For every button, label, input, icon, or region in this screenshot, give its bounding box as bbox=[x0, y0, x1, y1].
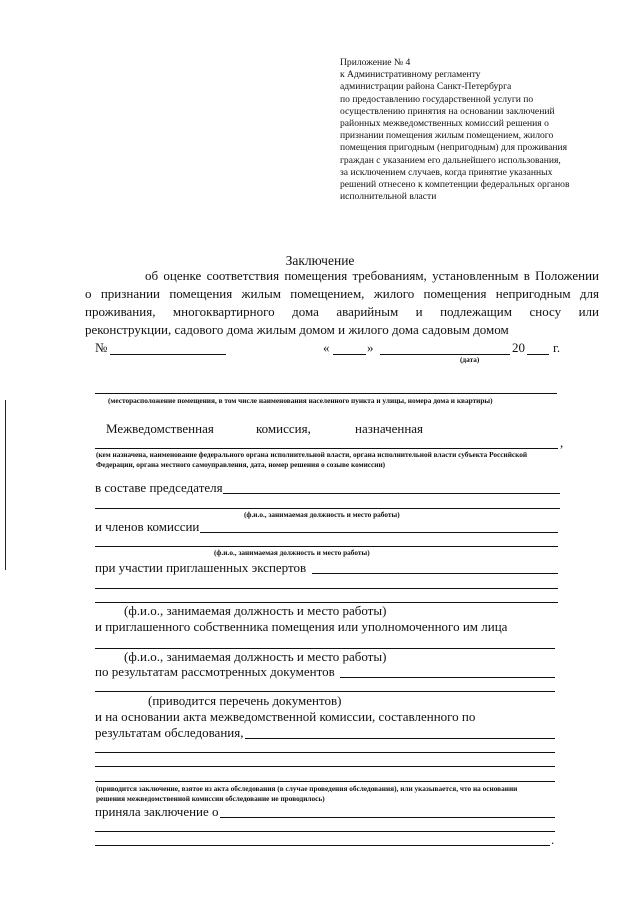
year-field[interactable] bbox=[527, 354, 549, 355]
appendix-line: районных межведомственных комиссий решения о bbox=[340, 118, 549, 130]
conclusion-field-3[interactable] bbox=[95, 845, 550, 846]
year-prefix: 20 bbox=[512, 340, 525, 355]
quote-close: » bbox=[367, 340, 374, 355]
fio-caption-chairman: (ф.и.о., занимаемая должность и место работы) bbox=[244, 510, 400, 519]
conclusion-field[interactable] bbox=[220, 817, 555, 818]
appendix-line: к Административному регламенту bbox=[340, 69, 481, 81]
year-suffix: г. bbox=[553, 340, 561, 355]
location-caption: (месторасположение помещения, в том числе наименования населенного пункта и улицы, номера дома и квартиры) bbox=[108, 396, 493, 405]
intro-line: об оценке соответствия помещения требованиям, установленным в Положении bbox=[145, 268, 599, 283]
experts-field[interactable] bbox=[312, 573, 558, 574]
appendix-line: за исключением случаев, когда принятие указанных bbox=[340, 166, 553, 178]
conclusion-caption-2: решения межведомственной комиссии обследование не проводилось) bbox=[96, 794, 325, 803]
act-line-2: результатам обследования, bbox=[95, 725, 244, 740]
fio-caption-members: (ф.и.о., занимаемая должность и место работы) bbox=[214, 548, 370, 557]
day-field[interactable] bbox=[333, 354, 366, 355]
act-field-4[interactable] bbox=[95, 781, 555, 782]
number-label: № bbox=[95, 340, 108, 355]
location-field[interactable] bbox=[95, 393, 557, 394]
number-field[interactable] bbox=[110, 354, 226, 355]
intro-line: реконструкции, садового дома жилым домом и жилого дома садовым домом bbox=[85, 322, 509, 337]
commission-word-2: комиссия, bbox=[256, 421, 311, 436]
margin-mark bbox=[5, 400, 6, 570]
intro-paragraph bbox=[85, 267, 599, 339]
chairman-label: в составе председателя bbox=[95, 480, 223, 495]
experts-label: при участии приглашенных экспертов bbox=[95, 560, 307, 575]
act-field-3[interactable] bbox=[95, 766, 555, 767]
end-dot: . bbox=[551, 832, 555, 847]
appendix-line: решений отнесено к компетенции федеральных органов bbox=[340, 179, 570, 191]
intro-line: о признании помещения жилым помещением, жилого помещения непригодным для bbox=[85, 286, 599, 301]
conclusion-label: приняла заключение о bbox=[95, 804, 219, 819]
appendix-line: по предоставлению государственной услуги по bbox=[340, 93, 534, 105]
documents-field-2[interactable] bbox=[95, 691, 555, 692]
appendix-line: осуществлению принятия на основании заключений bbox=[340, 105, 555, 117]
appendix-line: исполнительной власти bbox=[340, 191, 437, 203]
appendix-line: помещения пригодным (непригодным) для проживания bbox=[340, 142, 568, 154]
conclusion-caption-1: (приводится заключение, взятое из акта обследования (в случае проведения обследования), или указывается, что на основании bbox=[96, 784, 518, 793]
fio-caption-owner: (ф.и.о., занимаемая должность и место работы) bbox=[124, 649, 387, 664]
appointed-by-caption-1: (кем назначена, наименование федерального органа исполнительной власти, органа исполнительной власти субъекта Российской bbox=[96, 450, 528, 459]
appendix-line: администрации района Санкт-Петербурга bbox=[340, 81, 512, 93]
appendix-line: граждан с указанием его дальнейшего использования, bbox=[340, 154, 561, 166]
conclusion-field-2[interactable] bbox=[95, 831, 555, 832]
month-field[interactable] bbox=[380, 354, 510, 355]
commission-word-3: назначенная bbox=[355, 421, 424, 436]
act-field-2[interactable] bbox=[95, 752, 555, 753]
documents-field[interactable] bbox=[340, 677, 555, 678]
intro-line: проживания, многоквартирного дома аварийным и подлежащим сносу или bbox=[85, 304, 599, 319]
members-field-2[interactable] bbox=[95, 546, 558, 547]
act-field[interactable] bbox=[245, 738, 555, 739]
documents-label: по результатам рассмотренных документов bbox=[95, 664, 335, 679]
appendix-line: признании помещения жилым помещением, жилого bbox=[340, 130, 554, 142]
quote-open: « bbox=[323, 340, 330, 355]
appointed-by-caption-2: Федерации, органа местного самоуправления, дата, номер решения о созыве комиссии) bbox=[96, 460, 386, 469]
owner-label: и приглашенного собственника помещения или уполномоченного им лица bbox=[95, 619, 508, 634]
date-caption: (дата) bbox=[460, 355, 480, 364]
act-line-1: и на основании акта межведомственной комиссии, составленного по bbox=[95, 709, 476, 724]
appendix-block bbox=[340, 57, 610, 203]
commission-word-1: Межведомственная bbox=[106, 421, 214, 436]
fio-caption-experts: (ф.и.о., занимаемая должность и место работы) bbox=[124, 603, 387, 618]
document-title: Заключение bbox=[285, 253, 355, 268]
chairman-field[interactable] bbox=[223, 493, 560, 494]
members-field[interactable] bbox=[200, 532, 558, 533]
documents-list-caption: (приводится перечень документов) bbox=[148, 693, 342, 708]
members-label: и членов комиссии bbox=[95, 519, 200, 534]
appendix-line: Приложение № 4 bbox=[340, 57, 411, 68]
chairman-field-2[interactable] bbox=[95, 508, 560, 509]
appointed-by-field[interactable] bbox=[95, 448, 558, 449]
experts-field-2[interactable] bbox=[95, 588, 558, 589]
trailing-comma: , bbox=[560, 435, 564, 450]
